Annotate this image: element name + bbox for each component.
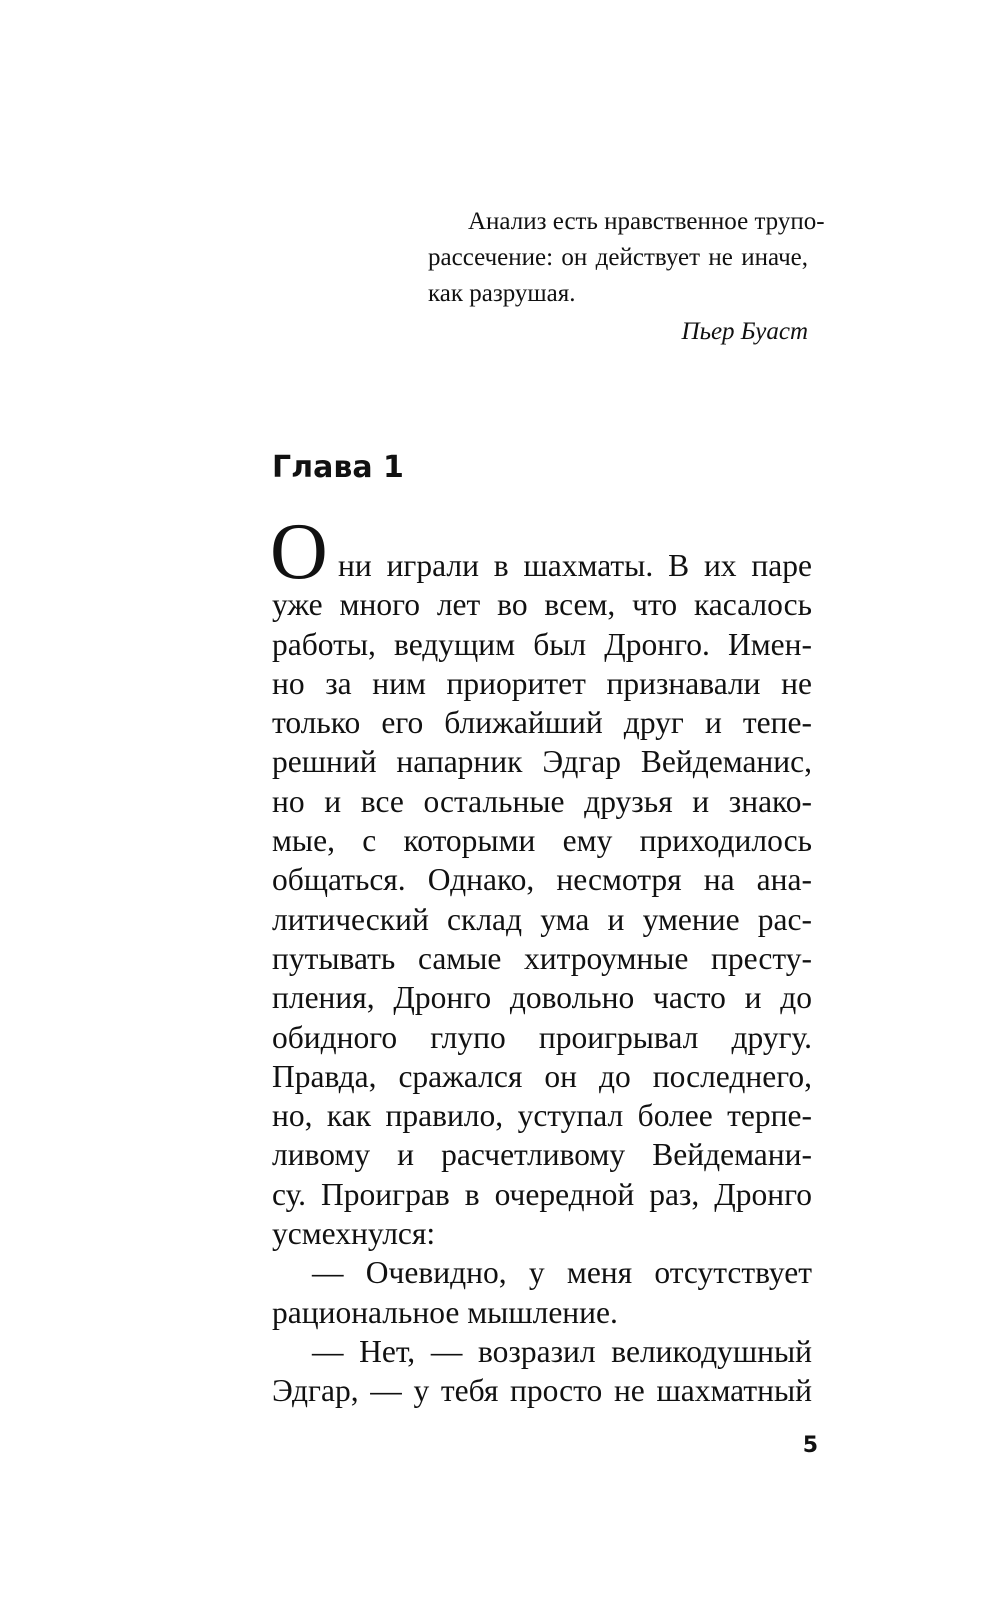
text-line: пления, Дронго довольно часто и до	[272, 980, 812, 1016]
first-line	[270, 508, 812, 596]
epigraph-line: Анализ есть нравственное трупо-	[468, 208, 825, 235]
page-number: 5	[802, 1433, 818, 1458]
text-line: усмехнулся:	[272, 1216, 436, 1252]
text-line: су. Проиграв в очередной раз, Дронго	[272, 1176, 812, 1212]
text-line: но за ним приоритет признавали не	[272, 665, 812, 701]
text-line: решний напарник Эдгар Вейдеманис,	[272, 744, 812, 780]
dialogue-line: — Нет, — возразил великодушный	[312, 1333, 812, 1369]
drop-cap: О	[270, 508, 328, 596]
text-line: но и все остальные друзья и знако-	[272, 783, 812, 819]
text-line: путывать самые хитроумные престу-	[272, 940, 812, 976]
text-line: рациональное мышление.	[272, 1294, 618, 1330]
text-line: Эдгар, — у тебя просто не шахматный	[272, 1373, 812, 1409]
text-line: общаться. Однако, несмотря на ана-	[272, 862, 812, 898]
epigraph	[428, 204, 825, 350]
dialogue-line: — Очевидно, у меня отсутствует	[312, 1255, 812, 1291]
text-line: ливому и расчетливому Вейдемани-	[272, 1137, 812, 1173]
first-line-text: ни играли в шахматы. В их паре	[338, 548, 812, 583]
epigraph-author: Пьер Буаст	[681, 318, 808, 345]
text-line: работы, ведущим был Дронго. Имен-	[272, 626, 812, 662]
text-line: Правда, сражался он до последнего,	[272, 1058, 812, 1094]
text-line: обидного глупо проигрывал другу.	[272, 1019, 812, 1055]
text-line: литический склад ума и умение рас-	[272, 901, 812, 937]
chapter-title: Глава 1	[272, 450, 404, 485]
text-line: только его ближайший друг и тепе-	[272, 705, 812, 741]
text-line: но, как правило, уступал более терпе-	[272, 1098, 812, 1134]
text-line: уже много лет во всем, что касалось	[272, 587, 812, 623]
body-text	[270, 508, 812, 1411]
epigraph-line: как разрушая.	[428, 280, 576, 307]
text-line: мые, с которыми ему приходилось	[272, 823, 812, 859]
epigraph-line: рассечение: он действует не иначе,	[428, 244, 808, 271]
